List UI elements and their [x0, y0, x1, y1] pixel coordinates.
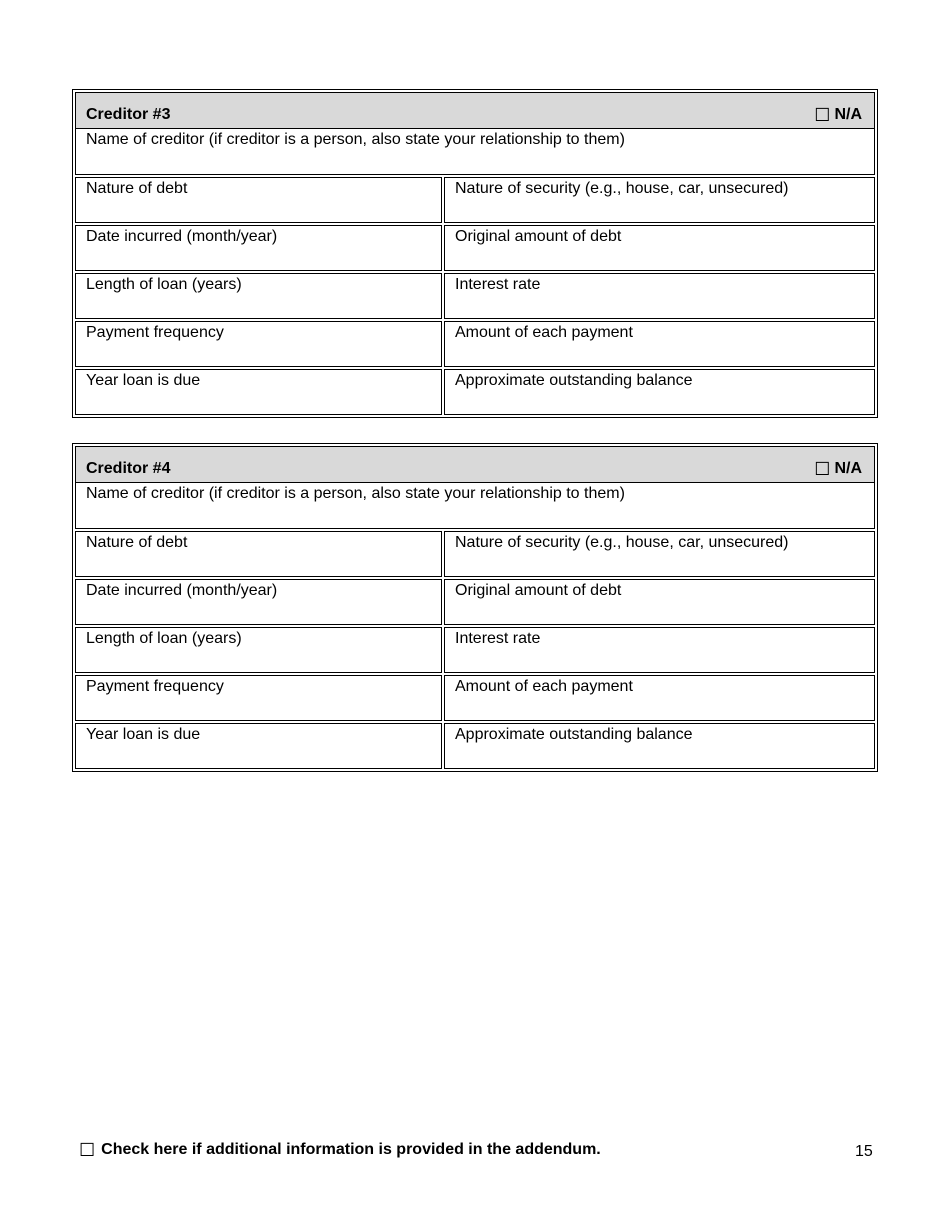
field-label: Date incurred (month/year) — [86, 228, 278, 245]
name-field-label: Name of creditor (if creditor is a person, also state your relationship to them) — [86, 131, 625, 148]
original-amount-field[interactable] — [444, 579, 875, 625]
addendum-label: Check here if additional information is provided in the addendum. — [101, 1141, 601, 1158]
field-label: Amount of each payment — [455, 678, 633, 695]
nature-of-debt-field[interactable] — [75, 531, 442, 577]
creditor-3-na-option[interactable] — [814, 106, 862, 124]
interest-rate-field[interactable] — [444, 273, 875, 319]
field-label: Nature of security (e.g., house, car, unsecured) — [455, 534, 789, 551]
checkbox-icon[interactable]: ☐ — [79, 1140, 96, 1160]
year-due-field[interactable] — [75, 723, 442, 769]
table-row — [75, 177, 875, 223]
nature-of-debt-field[interactable] — [75, 177, 442, 223]
interest-rate-field[interactable] — [444, 627, 875, 673]
creditor-4-name-field[interactable] — [75, 483, 875, 529]
checkbox-icon[interactable]: ☐ — [814, 459, 831, 479]
field-label: Original amount of debt — [455, 582, 622, 599]
field-label: Length of loan (years) — [86, 630, 242, 647]
table-row — [75, 273, 875, 319]
payment-frequency-field[interactable] — [75, 321, 442, 367]
outstanding-balance-field[interactable] — [444, 723, 875, 769]
date-incurred-field[interactable] — [75, 225, 442, 271]
field-label: Date incurred (month/year) — [86, 582, 278, 599]
table-row — [75, 579, 875, 625]
nature-of-security-field[interactable] — [444, 177, 875, 223]
field-label: Interest rate — [455, 630, 541, 647]
field-label: Nature of debt — [86, 180, 188, 197]
na-label: N/A — [834, 460, 862, 477]
field-label: Year loan is due — [86, 372, 201, 389]
table-row — [75, 321, 875, 367]
table-row — [75, 369, 875, 415]
field-label: Nature of debt — [86, 534, 188, 551]
table-row — [75, 531, 875, 577]
table-row — [75, 627, 875, 673]
creditor-4-title: Creditor #4 — [86, 460, 171, 477]
field-label: Year loan is due — [86, 726, 201, 743]
date-incurred-field[interactable] — [75, 579, 442, 625]
field-label: Approximate outstanding balance — [455, 726, 693, 743]
creditor-4-table — [72, 443, 878, 772]
addendum-checkbox-option[interactable] — [79, 1141, 601, 1159]
field-label: Approximate outstanding balance — [455, 372, 693, 389]
field-label: Original amount of debt — [455, 228, 622, 245]
creditor-4-header — [75, 446, 875, 483]
creditor-3-title: Creditor #3 — [86, 106, 171, 123]
field-label: Length of loan (years) — [86, 276, 242, 293]
outstanding-balance-field[interactable] — [444, 369, 875, 415]
nature-of-security-field[interactable] — [444, 531, 875, 577]
table-row — [75, 225, 875, 271]
original-amount-field[interactable] — [444, 225, 875, 271]
table-row — [75, 675, 875, 721]
creditor-3-header — [75, 92, 875, 129]
payment-amount-field[interactable] — [444, 675, 875, 721]
field-label: Payment frequency — [86, 678, 224, 695]
page-number: 15 — [855, 1143, 873, 1160]
creditor-3-name-field[interactable] — [75, 129, 875, 175]
payment-frequency-field[interactable] — [75, 675, 442, 721]
checkbox-icon[interactable]: ☐ — [814, 105, 831, 125]
creditor-3-table — [72, 89, 878, 418]
na-label: N/A — [834, 106, 862, 123]
name-field-label: Name of creditor (if creditor is a person, also state your relationship to them) — [86, 485, 625, 502]
field-label: Interest rate — [455, 276, 541, 293]
field-label: Amount of each payment — [455, 324, 633, 341]
payment-amount-field[interactable] — [444, 321, 875, 367]
table-row — [75, 723, 875, 769]
loan-length-field[interactable] — [75, 627, 442, 673]
loan-length-field[interactable] — [75, 273, 442, 319]
field-label: Payment frequency — [86, 324, 224, 341]
creditor-4-na-option[interactable] — [814, 460, 862, 478]
year-due-field[interactable] — [75, 369, 442, 415]
field-label: Nature of security (e.g., house, car, unsecured) — [455, 180, 789, 197]
